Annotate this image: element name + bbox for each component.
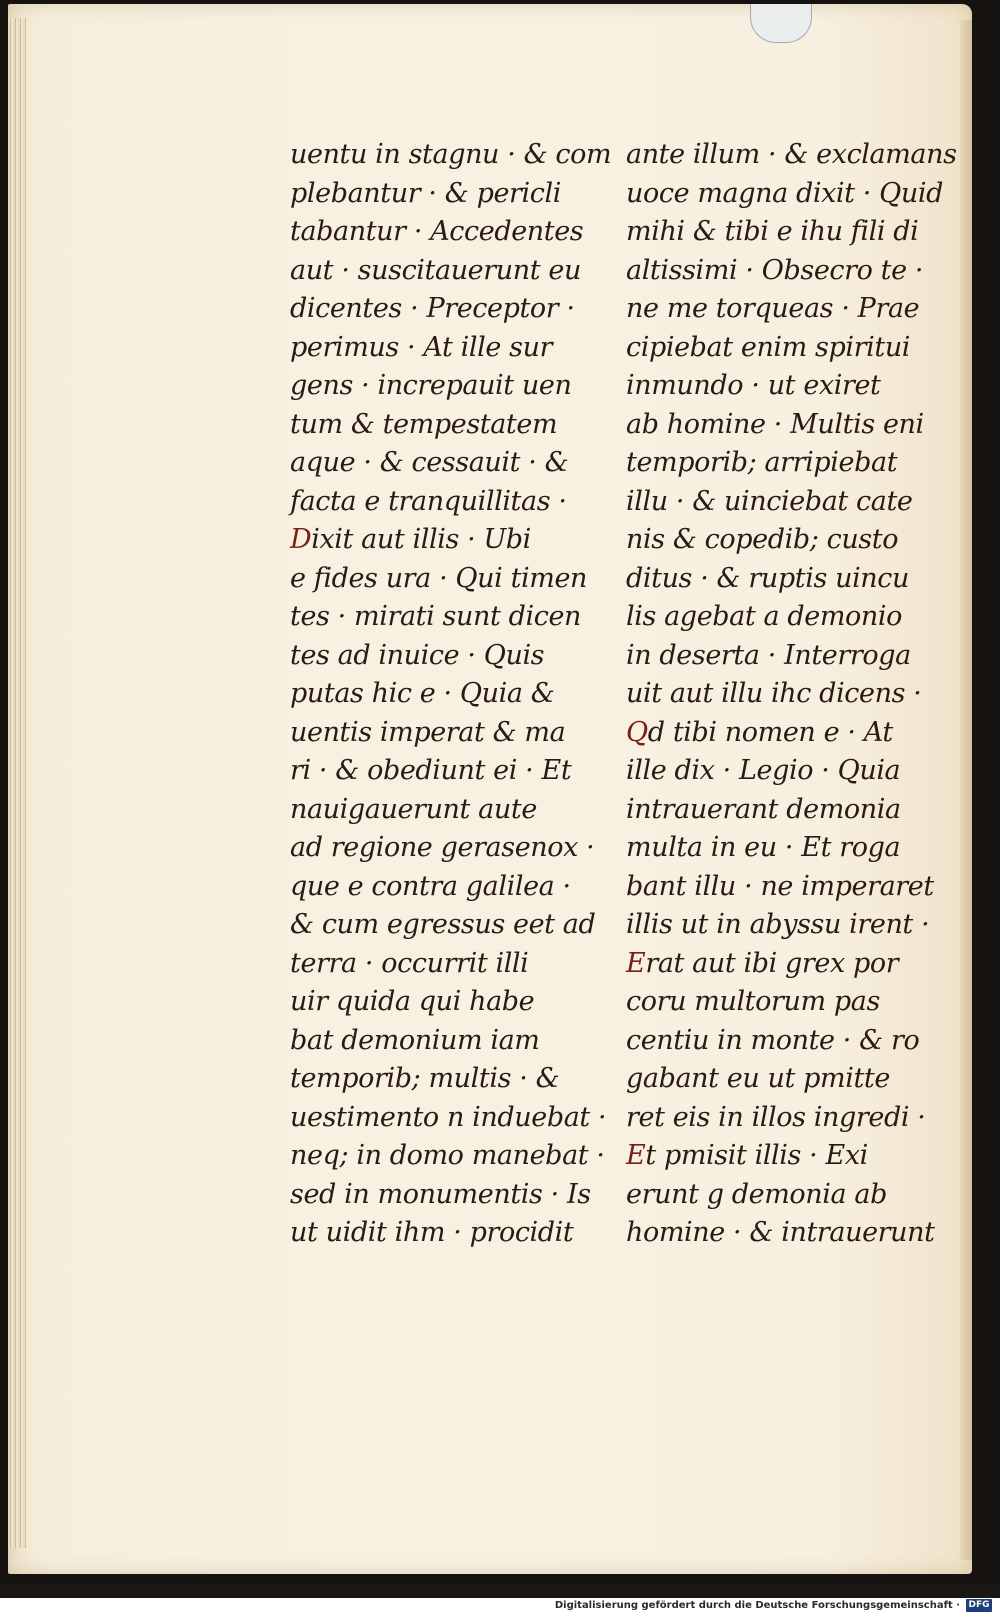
- manuscript-line: aque · & cessauit · &: [290, 447, 569, 478]
- manuscript-line: Dixit aut illis · Ubi: [290, 524, 531, 555]
- manuscript-line: homine · & intrauerunt: [626, 1217, 935, 1248]
- manuscript-line: gabant eu ut pmitte: [626, 1063, 890, 1094]
- manuscript-line: centiu in monte · & ro: [626, 1024, 920, 1056]
- manuscript-line: uir quida qui habe: [290, 986, 535, 1017]
- manuscript-line: temporib; arripiebat: [626, 447, 898, 478]
- manuscript-line: Et pmisit illis · Exi: [626, 1140, 868, 1171]
- manuscript-line: neq; in domo manebat ·: [290, 1140, 605, 1171]
- manuscript-line: erunt g demonia ab: [626, 1178, 887, 1210]
- manuscript-line: inmundo · ut exiret: [626, 370, 881, 401]
- manuscript-line: bat demonium iam: [290, 1024, 540, 1056]
- manuscript-line: terra · occurrit illi: [290, 947, 529, 979]
- manuscript-line: Erat aut ibi grex por: [626, 947, 899, 979]
- manuscript-line: & cum egressus eet ad: [290, 909, 596, 940]
- manuscript-line: putas hic e · Quia &: [290, 678, 555, 709]
- left-text-column: [290, 136, 612, 1253]
- manuscript-line: uestimento n induebat ·: [290, 1101, 607, 1133]
- manuscript-line: bant illu · ne imperaret: [626, 870, 934, 902]
- manuscript-line: ad regione gerasenox ·: [290, 832, 595, 863]
- manuscript-line: ille dix · Legio · Quia: [626, 755, 901, 786]
- manuscript-line: ante illum · & exclamans: [626, 139, 957, 170]
- manuscript-line: nauigauerunt aute: [290, 793, 537, 825]
- manuscript-line: tes · mirati sunt dicen: [290, 601, 582, 632]
- digitization-credit: Digitalisierung gefördert durch die Deutsche Forschungsgemeinschaft ·: [554, 1600, 960, 1611]
- manuscript-line: aut · suscitauerunt eu: [290, 254, 581, 286]
- manuscript-line: uit aut illu ihc dicens ·: [626, 678, 922, 709]
- manuscript-line: ut uidit ihm · procidit: [290, 1217, 574, 1248]
- manuscript-line: perimus · At ille sur: [290, 331, 553, 363]
- right-page-edge: [960, 20, 972, 1560]
- manuscript-line: ret eis in illos ingredi ·: [626, 1101, 926, 1133]
- manuscript-line: plebantur · & pericli: [290, 177, 561, 209]
- manuscript-line: ri · & obediunt ei · Et: [290, 755, 572, 786]
- manuscript-line: facta e tranquillitas ·: [290, 485, 567, 517]
- manuscript-line: tum & tempestatem: [290, 408, 558, 440]
- manuscript-line: Qd tibi nomen e · At: [626, 716, 893, 748]
- manuscript-line: dicentes · Preceptor ·: [290, 293, 575, 324]
- right-text-column: [626, 136, 957, 1253]
- manuscript-line: ne me torqueas · Prae: [626, 293, 920, 324]
- manuscript-line: uoce magna dixit · Quid: [626, 177, 944, 209]
- manuscript-line: altissimi · Obsecro te ·: [626, 254, 924, 286]
- manuscript-line: mihi & tibi e ihu fili di: [626, 216, 919, 247]
- manuscript-line: uentis imperat & ma: [290, 716, 566, 748]
- manuscript-line: lis agebat a demonio: [626, 601, 902, 632]
- manuscript-line: intrauerant demonia: [626, 793, 901, 825]
- manuscript-line: cipiebat enim spiritui: [626, 331, 911, 363]
- manuscript-line: tes ad inuice · Quis: [290, 639, 545, 671]
- manuscript-line: e fides ura · Qui timen: [290, 562, 588, 594]
- manuscript-line: tabantur · Accedentes: [290, 216, 584, 247]
- manuscript-line: multa in eu · Et roga: [626, 832, 901, 863]
- manuscript-line: coru multorum pas: [626, 986, 880, 1017]
- manuscript-line: nis & copedib; custo: [626, 524, 899, 555]
- manuscript-line: in deserta · Interroga: [626, 639, 911, 671]
- manuscript-line: temporib; multis · &: [290, 1063, 560, 1094]
- page-edges: [8, 18, 26, 1548]
- dfg-logo: DFG: [966, 1599, 992, 1612]
- manuscript-line: illis ut in abyssu irent ·: [626, 909, 930, 940]
- manuscript-line: ditus · & ruptis uincu: [626, 562, 910, 594]
- manuscript-line: que e contra galilea ·: [290, 870, 571, 902]
- manuscript-line: ab homine · Multis eni: [626, 408, 924, 440]
- manuscript-line: gens · increpauit uen: [290, 370, 572, 401]
- manuscript-line: uentu in stagnu · & com: [290, 139, 612, 170]
- manuscript-line: sed in monumentis · Is: [290, 1178, 591, 1210]
- manuscript-line: illu · & uinciebat cate: [626, 485, 913, 517]
